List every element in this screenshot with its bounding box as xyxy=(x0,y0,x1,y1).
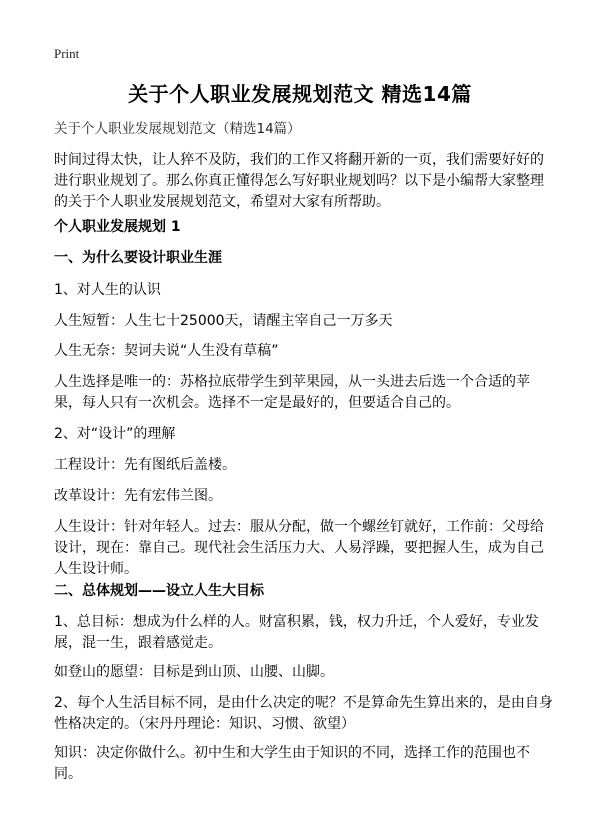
paragraph-6: 工程设计：先有图纸后盖楼。 xyxy=(54,457,236,473)
paragraph-11: 2、每个人生活目标不同，是由什么决定的呢？不是算命先生算出来的，是由自身性格决定的。（宋丹丹理论：知识、习惯、欲望） xyxy=(54,695,553,732)
document-subtitle: 关于个人职业发展规划范文（精选14篇） xyxy=(54,121,301,137)
paragraph-2: 人生短暂：人生七十25000天，请醒主宰自己一万多天 xyxy=(54,313,393,329)
part2-heading: 二、总体规划——设立人生大目标 xyxy=(54,583,264,599)
paragraph-1: 1、对人生的认识 xyxy=(54,282,161,298)
paragraph-12: 知识：决定你做什么。初中生和大学生由于知识的不同，选择工作的范围也不同。 xyxy=(54,745,530,782)
paragraph-8: 人生设计：针对年轻人。过去：服从分配，做一个螺丝钉就好，工作前：父母给设计，现在：靠自己。现代社会生活压力大、人易浮躁，要把握人生，成为自己人生设计师。 xyxy=(54,519,544,577)
paragraph-7: 改革设计：先有宏伟兰图。 xyxy=(54,488,222,504)
paragraph-10: 如登山的愿望：目标是到山顶、山腰、山脚。 xyxy=(54,664,334,680)
section-title: 个人职业发展规划 1 xyxy=(54,219,181,235)
paragraph-5: 2、对“设计”的理解 xyxy=(54,426,176,442)
page-title: 关于个人职业发展规划范文 精选14篇 xyxy=(128,82,472,106)
print-link[interactable]: Print xyxy=(54,46,80,61)
part1-heading: 一、为什么要设计职业生涯 xyxy=(54,250,222,266)
paragraph-3: 人生无奈：契诃夫说“人生没有草稿” xyxy=(54,343,279,359)
intro-paragraph: 时间过得太快，让人猝不及防，我们的工作又将翻开新的一页，我们需要好好的进行职业规划了。那么你真正懂得怎么写好职业规划吗？以下是小编帮大家整理的关于个人职业发展规划范文，希望对大家有所帮助。 xyxy=(54,152,544,210)
paragraph-4: 人生选择是唯一的：苏格拉底带学生到苹果园，从一头进去后选一个合适的苹果，每人只有一次机会。选择不一定是最好的，但要适合自己的。 xyxy=(54,374,530,411)
paragraph-9: 1、总目标：想成为什么样的人。财富积累，钱，权力升迁，个人爱好，专业发展，混一生，跟着感觉走。 xyxy=(54,614,539,651)
